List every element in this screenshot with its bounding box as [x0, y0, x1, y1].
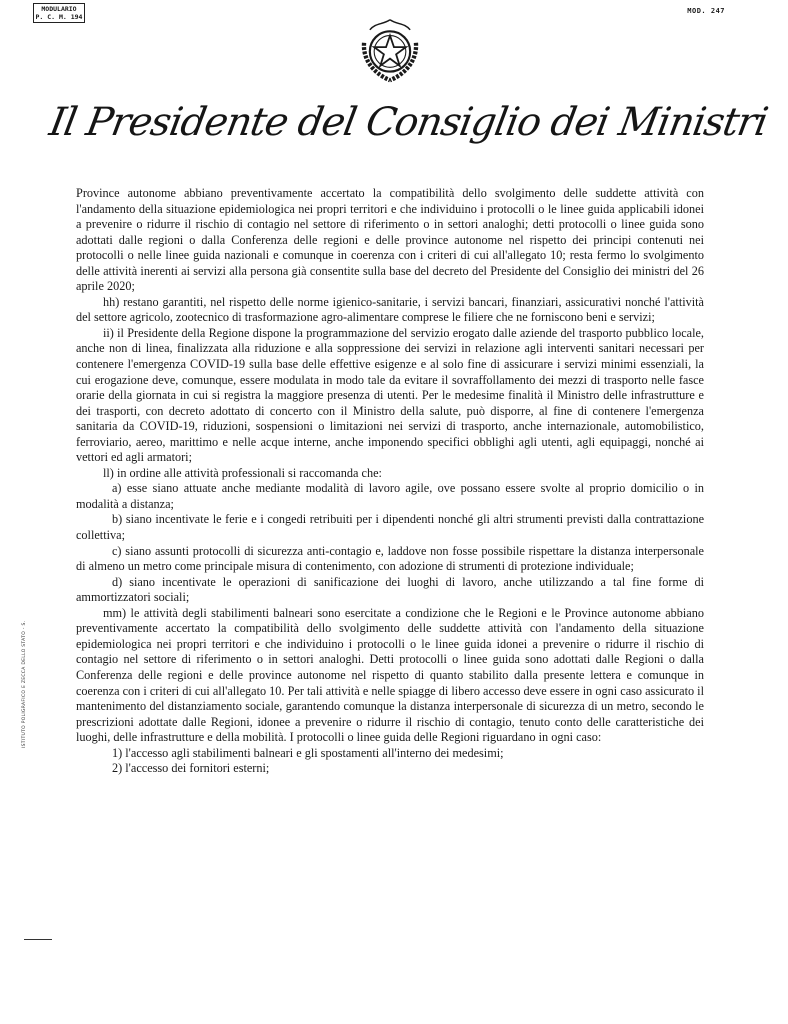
paragraph-ii: ii) il Presidente della Regione dispone la programmazione del servizio erogato dalle aziende del trasporto pubblico locale, anche non di linea, finalizzata alla riduzione e alla soppressione dei servizi in relazione agli interventi sanitari necessari per contenere l'emergenza COVID-19 sulla base delle effettive esigenze e al solo fine di assicurare i servizi minimi essenziali, la cui erogazione deve, comunque, essere modulata in modo tale da evitare il sovraffollamento dei mezzi di trasporto nelle fasce orarie della giornata in cui si registra la maggiore presenza di utenti. Per le medesime finalità il Ministro delle infrastrutture e dei trasporti, con decreto adottato di concerto con il Ministro della salute, può disporre, al fine di contenere l'emergenza sanitaria da COVID-19, riduzioni, sospensioni o limitazioni nei servizi di trasporto, anche internazionale, automobilistico, ferroviario, aereo, marittimo e nelle acque interne, anche imponendo specifici obblighi agli utenti, agli equipaggi, nonché ai vettori ed agli armatori;: [76, 325, 704, 465]
list-item-d: d) siano incentivate le operazioni di sanificazione dei luoghi di lavoro, anche utilizzando a tal fine forme di ammortizzatori sociali;: [76, 574, 704, 605]
stamp-line-1: MODULARIO: [41, 5, 77, 13]
paragraph-hh: hh) restano garantiti, nel rispetto delle norme igienico-sanitarie, i servizi bancari, finanziari, assicurativi nonché l'attività del settore agricolo, zootecnico di trasformazione agro-alimentare comprese le filiere che ne forniscono beni e servizi;: [76, 294, 704, 325]
form-code: MOD. 247: [687, 7, 725, 15]
margin-rule: [24, 939, 52, 940]
paragraph-ll: ll) in ordine alle attività professionali si raccomanda che:: [103, 465, 382, 480]
stamp-line-2: P. C. M. 194: [35, 13, 83, 21]
list-item-2: 2) l'accesso dei fornitori esterni;: [112, 761, 270, 776]
list-item-a: a) esse siano attuate anche mediante modalità di lavoro agile, ove possano essere svolte al proprio domicilio o in modalità a distanza;: [76, 481, 704, 511]
form-stamp: [33, 3, 85, 23]
list-item-c: c) siano assunti protocolli di sicurezza anti-contagio e, laddove non fosse possibile rispettare la distanza interpersonale di almeno un metro come principale misura di contenimento, con adozione di strumenti di protezione individuale;: [76, 543, 704, 574]
list-item-b: b) siano incentivate le ferie e i congedi retribuiti per i dipendenti nonché gli altri strumenti previsti dalla contrattazione collettiva;: [76, 512, 704, 543]
paragraph: Province autonome abbiano preventivamente accertato la compatibilità dello svolgimento delle suddette attività con l'andamento della situazione epidemiologica nei propri territori e che individuino i protocolli o le linee guida applicabili idonei a prevenire o ridurre il rischio di contagio nel settore di riferimento o in settori analoghi; detti protocolli o linee guida sono adottati dalle regioni o dalla Conferenza delle regioni e delle province autonome nel rispetto dei principi contenuti nei protocolli o nelle linee guida nazionali e comunque in coerenza con i criteri di cui all'allegato 10; resta fermo lo svolgimento delle attività inerenti ai servizi alla persona già consentite sulla base del decreto del Presidente del Consiglio dei ministri del 26 aprile 2020;: [76, 186, 704, 294]
document-body: [76, 186, 704, 777]
letterhead-title: Il Presidente del Consiglio dei Ministri: [46, 100, 771, 145]
emblem-icon: [354, 14, 426, 86]
paragraph-mm: mm) le attività degli stabilimenti balneari sono esercitate a condizione che le Regioni e le Province autonome abbiano preventivamente accertato la compatibilità dello svolgimento delle suddette attività con l'andamento della situazione epidemiologica nei propri territori e che individuino i protocolli o le linee guida idonei a prevenire o ridurre il rischio di contagio nel settore di riferimento o in settori analoghi. Detti protocolli o linee guida sono adottati dalle Regioni o dalla Conferenza delle regioni e delle province autonome nel rispetto di quanto stabilito dalla presente lettera e comunque in coerenza con i criteri di cui all'allegato 10. Per tali attività e nelle spiagge di libero accesso deve essere in ogni caso assicurato il mantenimento del distanziamento sociale, garantendo comunque la distanza interpersonale di sicurezza di un metro, secondo le prescrizioni adottate dalle Regioni, idonee a prevenire o ridurre il rischio di contagio, tenuto conto delle caratteristiche dei luoghi, delle infrastrutture e della mobilità. I protocolli o linee guida delle Regioni riguardano in ogni caso:: [76, 605, 704, 745]
list-item-1: 1) l'accesso agli stabilimenti balneari e gli spostamenti all'interno dei medesimi;: [112, 745, 504, 760]
printer-side-note: ISTITUTO POLIGRAFICO E ZECCA DELLO STATO - S.: [22, 620, 27, 748]
